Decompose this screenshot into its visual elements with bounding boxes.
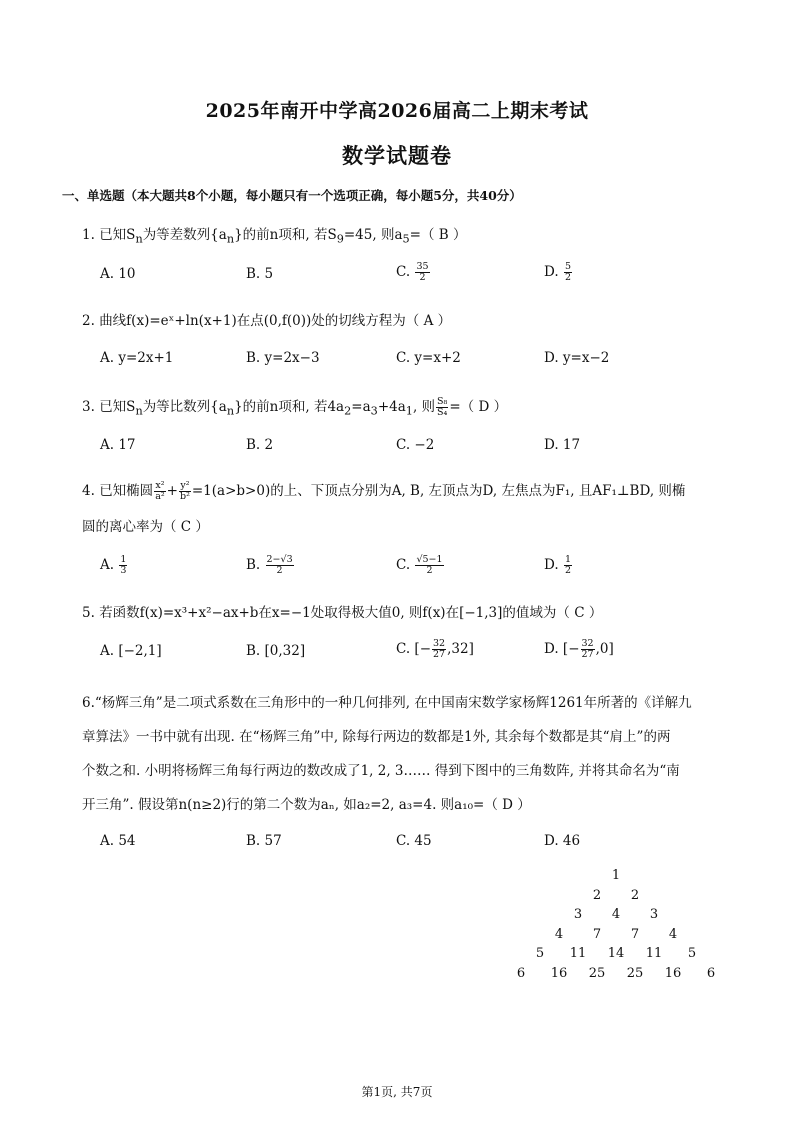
denominator: 2 — [426, 565, 433, 576]
option-d: D. 46 — [544, 833, 581, 849]
triangle-number: 5 — [535, 946, 545, 961]
denominator: a² — [155, 491, 165, 502]
denominator: b² — [179, 491, 190, 502]
denominator: 27 — [433, 649, 446, 660]
stem-text: ） — [512, 797, 531, 813]
option-a: A. [−2,1] — [100, 643, 162, 659]
stem-text: ） — [489, 399, 508, 415]
stem-text: ） — [433, 313, 452, 329]
denominator: 2 — [276, 565, 283, 576]
option-label: C. — [396, 264, 415, 280]
option-label: D. [− — [544, 641, 580, 657]
triangle-number: 7 — [630, 926, 640, 942]
triangle-number: 4 — [611, 907, 621, 922]
stem-text: , 则 — [412, 399, 436, 415]
option-a: A. y=2x+1 — [100, 350, 174, 366]
stem-text: 已知S — [99, 399, 136, 415]
option-tail: ,32] — [447, 641, 474, 657]
numerator: y² — [180, 480, 190, 491]
triangle-number: 16 — [550, 965, 568, 981]
option-a: A. 54 — [100, 833, 136, 849]
stem-text: }的前n项和, 若S — [234, 227, 337, 243]
triangle-number: 25 — [626, 965, 644, 981]
option-c: C. y=x+2 — [396, 350, 461, 366]
page-footer: 第1页, 共7页 — [361, 1085, 433, 1099]
denominator: 2 — [564, 272, 571, 283]
stem-text: ） — [448, 227, 467, 243]
triangle-number: 11 — [645, 946, 663, 961]
triangle-number: 6 — [516, 965, 526, 981]
question-number: 4. — [82, 483, 95, 499]
question-number: 3. — [82, 399, 95, 415]
subscript: 5 — [402, 232, 410, 246]
answer-letter: C — [574, 605, 585, 621]
option-b: B. 5 — [246, 266, 274, 282]
option-label: D. — [544, 557, 563, 573]
option-b: B. y=2x−3 — [246, 350, 320, 366]
triangle-number: 7 — [592, 926, 602, 942]
denominator: 3 — [120, 565, 127, 576]
numerator: √5−1 — [416, 554, 443, 565]
stem-text: =a — [351, 399, 371, 415]
triangle-number: 11 — [569, 946, 587, 961]
option-d: D. y=x−2 — [544, 350, 610, 366]
answer-letter: D — [478, 399, 490, 415]
triangle-number: 1 — [611, 868, 621, 883]
answer-letter: A — [423, 313, 434, 329]
option-label: D. — [544, 264, 563, 280]
option-label: B. — [246, 557, 265, 573]
numerator: 32 — [433, 638, 446, 649]
numerator: 5 — [564, 261, 571, 272]
numerator: S₈ — [437, 396, 448, 407]
section-heading: 一、单选题（本大题共8个小题，每小题只有一个选项正确，每小题5分，共40分） — [62, 188, 522, 203]
subscript: 2 — [344, 404, 352, 418]
numerator: 35 — [416, 261, 429, 272]
option-b: B. 57 — [246, 833, 282, 849]
stem-text: 已知椭圆 — [99, 483, 154, 499]
subscript: 9 — [336, 232, 344, 246]
exam-title: 2025年南开中学高2026届高二上期末考试 — [205, 100, 589, 122]
exam-subtitle: 数学试题卷 — [342, 143, 452, 168]
numerator: 1 — [564, 554, 571, 565]
stem-text: +4a — [377, 399, 406, 415]
option-b: B. [0,32] — [246, 643, 306, 659]
option-c: C. −2 — [396, 437, 435, 453]
stem-text: 已知S — [99, 227, 136, 243]
stem-text: =（ — [449, 399, 479, 415]
stem-text: 圆的离心率为（ — [82, 519, 181, 535]
question-6-line3: 个数之和. 小明将杨辉三角每行两边的数改成了1, 2, 3…… 得到下图中的三角数阵, 并将其命名为“南 — [82, 763, 680, 779]
stem-text: ） — [191, 519, 209, 535]
question-6-line2: 章算法》一书中就有出现. 在“杨辉三角”中, 除每行两边的数都是1外, 其余每个数都是其“肩上”的两 — [82, 729, 671, 745]
option-c: C. 45 — [396, 833, 432, 849]
triangle-number: 6 — [706, 965, 716, 981]
option-d: D. 17 — [544, 437, 581, 453]
triangle-number: 3 — [649, 907, 659, 922]
stem-text: 曲线f(x)=eˣ+ln(x+1)在点(0,f(0))处的切线方程为（ — [99, 313, 424, 329]
subscript: 1 — [405, 404, 413, 418]
subscript: 3 — [370, 404, 378, 418]
denominator: 27 — [581, 649, 594, 660]
option-tail: ,0] — [595, 641, 614, 657]
question-number: 6. — [82, 695, 95, 711]
question-number: 2. — [82, 313, 95, 329]
stem-text: =（ — [409, 227, 439, 243]
stem-text: “杨辉三角”是二项式系数在三角形中的一种几何排列, 在中国南宋数学家杨辉1261年所著的《详解九 — [94, 695, 692, 711]
denominator: S₄ — [437, 407, 448, 418]
triangle-number: 5 — [687, 946, 697, 961]
numerator: x² — [155, 480, 165, 491]
subscript: n — [135, 232, 143, 246]
stem-text: 开三角”. 假设第n(n≥2)行的第二个数为aₙ, 如a₂=2, a₃=4. 则a₁₀=（ — [82, 797, 503, 813]
denominator: 2 — [419, 272, 426, 283]
subscript: n — [226, 404, 235, 418]
numerator: 2−√3 — [266, 554, 293, 565]
answer-letter: B — [438, 227, 449, 243]
stem-text: 若函数f(x)=x³+x²−ax+b在x=−1处取得极大值0, 则f(x)在[−1,3]的值域为（ — [99, 605, 575, 621]
option-label: C. — [396, 557, 415, 573]
stem-text: 为等比数列{a — [142, 399, 227, 415]
option-label: C. [− — [396, 641, 432, 657]
numerator: 32 — [581, 638, 594, 649]
subscript: n — [135, 404, 143, 418]
denominator: 2 — [564, 565, 571, 576]
question-number: 1. — [82, 227, 95, 243]
option-label: A. — [100, 557, 119, 573]
numerator: 1 — [120, 554, 127, 565]
triangle-number: 2 — [630, 887, 640, 903]
option-b: B. 2 — [246, 437, 274, 453]
question-number: 5. — [82, 605, 95, 621]
answer-letter: D — [502, 797, 513, 813]
stem-text: =45, 则a — [343, 227, 403, 243]
subscript: n — [226, 232, 235, 246]
option-a: A. 10 — [100, 266, 136, 282]
stem-text: }的前n项和, 若4a — [234, 399, 345, 415]
triangle-number: 2 — [592, 887, 602, 903]
option-a: A. 17 — [100, 437, 136, 453]
stem-text: ） — [584, 605, 603, 621]
triangle-number: 4 — [668, 926, 678, 942]
stem-text: =1(a>b>0)的上、下顶点分别为A, B, 左顶点为D, 左焦点为F₁, 且AF₁⊥BD, 则椭 — [191, 483, 686, 499]
answer-letter: C — [180, 519, 192, 535]
triangle-number: 14 — [607, 946, 625, 961]
triangle-number: 25 — [588, 965, 606, 981]
triangle-number: 3 — [573, 907, 583, 922]
triangle-number: 4 — [554, 926, 564, 942]
triangle-number: 16 — [664, 965, 682, 981]
stem-text: 为等差数列{a — [142, 227, 227, 243]
stem-text: + — [166, 483, 178, 499]
